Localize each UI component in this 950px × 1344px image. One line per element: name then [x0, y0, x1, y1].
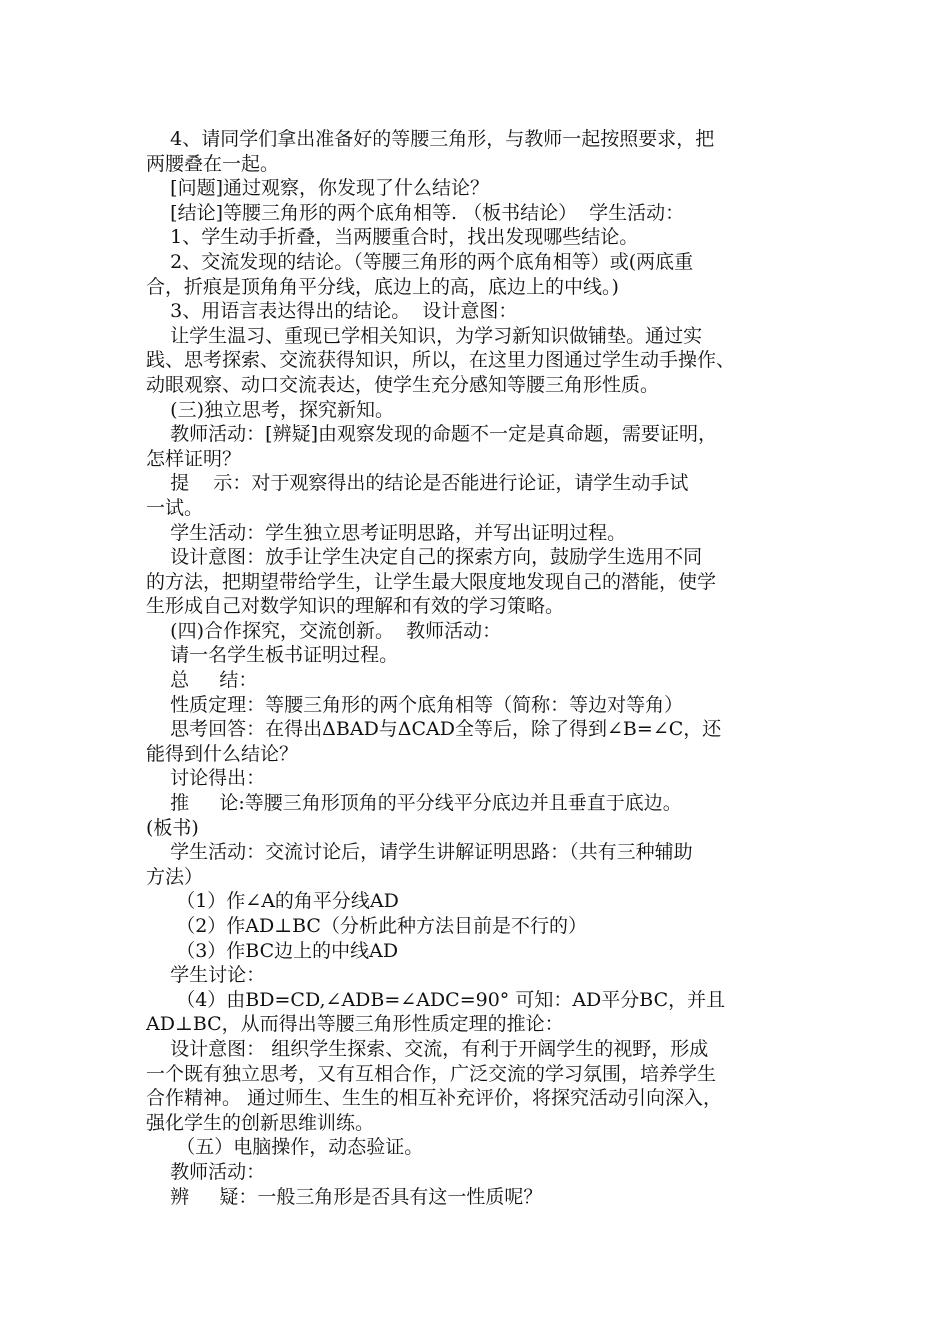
text-line: 方法）: [146, 865, 204, 888]
text-line: 总 结：: [146, 669, 258, 692]
text-line: 教师活动：[辨疑]由观察发现的命题不一定是真命题，需要证明，: [146, 423, 717, 446]
text-line: 合作精神。 通过师生、生生的相互补充评价，将探究活动引向深入，: [146, 1087, 723, 1110]
text-line: 设计意图： 组织学生探索、交流，有利于开阔学生的视野，形成: [146, 1037, 709, 1060]
text-line: 2、交流发现的结论。（等腰三角形的两个底角相等）或(两底重: [146, 250, 694, 273]
text-line: [结论]等腰三角形的两个底角相等. （板书结论） 学生活动：: [146, 201, 685, 224]
text-line: 提 示：对于观察得出的结论是否能进行论证，请学生动手试: [146, 472, 689, 495]
text-line: 生形成自己对数学知识的理解和有效的学习策略。: [146, 595, 565, 618]
text-line: (三)独立思考，探究新知。: [146, 398, 394, 421]
text-line: 两腰叠在一起。: [146, 152, 280, 175]
text-line: 一个既有独立思考，又有互相合作，广泛交流的学习氛围，培养学生: [146, 1062, 717, 1085]
text-line: 强化学生的创新思维训练。: [146, 1111, 375, 1134]
text-line: 能得到什么结论？: [146, 742, 299, 765]
text-line: 推 论:等腰三角形顶角的平分线平分底边并且垂直于底边。: [146, 792, 682, 815]
text-line: 怎样证明？: [146, 447, 242, 470]
text-line: 4、请同学们拿出准备好的等腰三角形，与教师一起按照要求，把: [146, 128, 715, 150]
text-line: 1、学生动手折叠，当两腰重合时，找出发现哪些结论。: [146, 226, 639, 249]
text-line: （1）作∠A的角平分线AD: [146, 890, 399, 913]
text-line: 让学生温习、重现已学相关知识，为学习新知识做铺垫。通过实: [146, 324, 703, 347]
text-line: （4）由BD=CD,∠ADB=∠ADC=90° 可知：AD平分BC，并且: [146, 988, 726, 1011]
text-line: 的方法，把期望带给学生，让学生最大限度地发现自己的潜能，使学: [146, 570, 717, 593]
text-line: 讨论得出：: [146, 767, 266, 790]
text-line: 辨 疑：一般三角形是否具有这一性质呢？: [146, 1185, 543, 1208]
text-line: (板书): [146, 816, 199, 839]
text-line: [问题]通过观察，你发现了什么结论？: [146, 177, 489, 200]
text-line: （2）作AD⊥BC（分析此种方法目前是不行的）: [146, 915, 587, 937]
text-line: 学生讨论：: [146, 964, 266, 987]
text-line: 请一名学生板书证明过程。: [146, 644, 399, 667]
text-line: 践、思考探索、交流获得知识，所以，在这里力图通过学生动手操作、: [146, 349, 736, 372]
text-line: （五）电脑操作，动态验证。: [146, 1136, 424, 1159]
document-body: [146, 127, 806, 1209]
text-line: 教师活动：: [146, 1160, 266, 1183]
text-line: 合，折痕是顶角角平分线，底边上的高，底边上的中线。): [146, 275, 619, 298]
text-line: 思考回答：在得出ΔBAD与ΔCAD全等后，除了得到∠B=∠C，还: [146, 718, 722, 741]
text-line: 学生活动：学生独立思考证明思路，并写出证明过程。: [146, 521, 627, 544]
text-line: 学生活动：交流讨论后，请学生讲解证明思路：（共有三种辅助: [146, 841, 693, 864]
text-line: 设计意图：放手让学生决定自己的探索方向，鼓励学生选用不同: [146, 546, 703, 569]
text-line: 一试。: [146, 496, 204, 519]
text-line: AD⊥BC，从而得出等腰三角形性质定理的推论：: [146, 1013, 564, 1036]
text-line: 动眼观察、动口交流表达，使学生充分感知等腰三角形性质。: [146, 373, 660, 396]
text-line: 3、用语言表达得出的结论。 设计意图：: [146, 300, 518, 323]
text-line: (四)合作探究，交流创新。 教师活动：: [146, 619, 502, 642]
text-line: （3）作BC边上的中线AD: [146, 939, 399, 962]
text-line: 性质定理：等腰三角形的两个底角相等（简称：等边对等角）: [146, 693, 684, 716]
